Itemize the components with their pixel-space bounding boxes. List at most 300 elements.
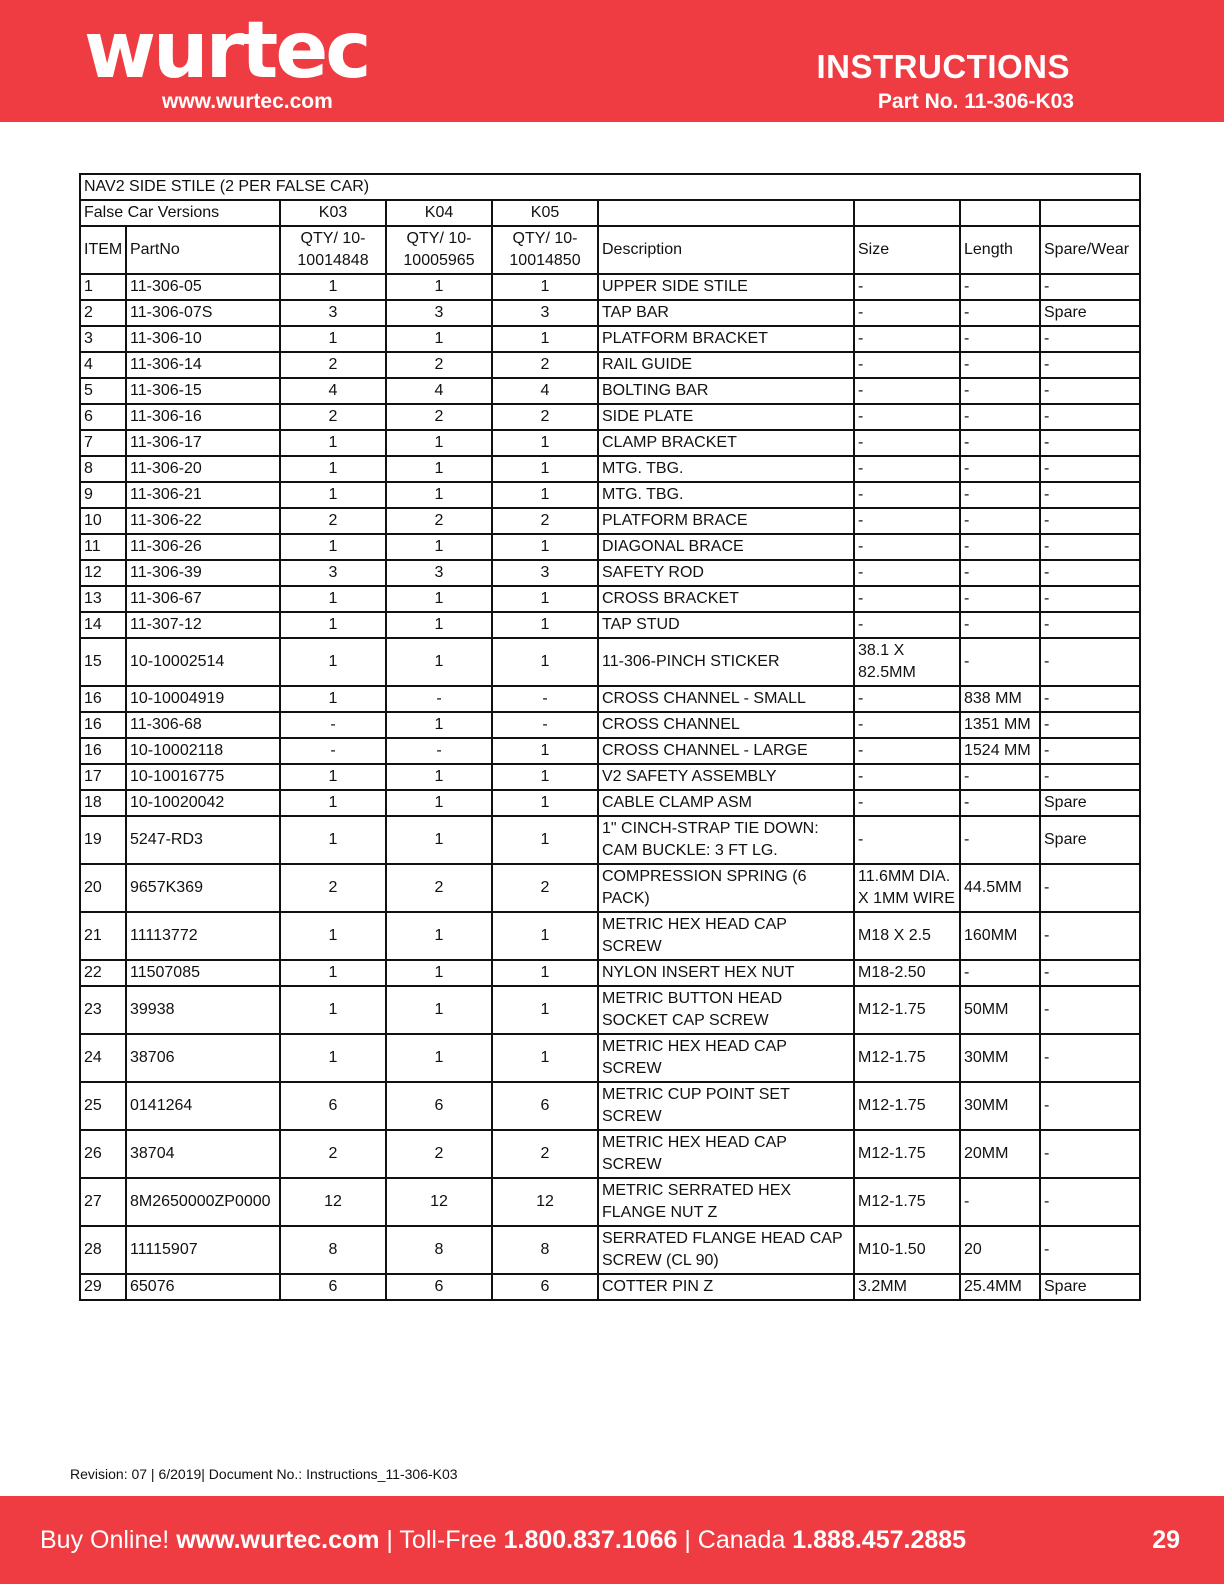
cell-qty-k03: 4 [280,378,386,404]
cell-qty-k04: 1 [386,638,492,686]
cell-spare: Spare [1040,790,1140,816]
table-row [80,686,1140,712]
cell-size: M12-1.75 [854,1034,960,1082]
cell-partno: 11-306-21 [126,482,280,508]
cell-size: M10-1.50 [854,1226,960,1274]
cell-qty-k04: 6 [386,1082,492,1130]
empty-cell [960,200,1040,226]
cell-qty-k05: 1 [492,482,598,508]
cell-qty-k05: 1 [492,586,598,612]
page-number: 29 [1152,1526,1180,1554]
cell-spare: - [1040,456,1140,482]
cell-length: 25.4MM [960,1274,1040,1300]
cell-spare: - [1040,712,1140,738]
tollfree-phone[interactable]: 1.800.837.1066 [503,1526,678,1554]
cell-spare: - [1040,560,1140,586]
cell-qty-k04: 1 [386,790,492,816]
cell-qty-k05: 12 [492,1178,598,1226]
cell-length: - [960,274,1040,300]
cell-qty-k03: 1 [280,764,386,790]
cell-partno: 11-306-07S [126,300,280,326]
cell-qty-k05: 1 [492,790,598,816]
cell-partno: 11115907 [126,1226,280,1274]
cell-qty-k03: 1 [280,612,386,638]
cell-item: 12 [80,560,126,586]
cell-description: CROSS CHANNEL - SMALL [598,686,854,712]
revision-note: Revision: 07 | 6/2019| Document No.: Instructions_11-306-K03 [70,1466,458,1482]
cell-partno: 11-306-10 [126,326,280,352]
cell-partno: 11-306-16 [126,404,280,430]
cell-qty-k05: 6 [492,1082,598,1130]
cell-length: - [960,508,1040,534]
table-row [80,352,1140,378]
cell-description: PLATFORM BRACKET [598,326,854,352]
cell-length: - [960,612,1040,638]
footer-website-link[interactable]: www.wurtec.com [176,1526,380,1554]
cell-qty-k03: 2 [280,1130,386,1178]
cell-spare: Spare [1040,1274,1140,1300]
table-title: NAV2 SIDE STILE (2 PER FALSE CAR) [80,174,1140,200]
cell-partno: 11113772 [126,912,280,960]
cell-qty-k03: 1 [280,586,386,612]
cell-spare: - [1040,1226,1140,1274]
cell-qty-k03: 2 [280,864,386,912]
cell-item: 1 [80,274,126,300]
cell-qty-k03: - [280,712,386,738]
cell-qty-k03: - [280,738,386,764]
cell-qty-k04: 1 [386,764,492,790]
cell-description: 11-306-PINCH STICKER [598,638,854,686]
cell-size: - [854,686,960,712]
cell-size: M12-1.75 [854,1082,960,1130]
cell-qty-k05: 1 [492,612,598,638]
cell-partno: 11-306-39 [126,560,280,586]
cell-spare: - [1040,378,1140,404]
cell-size: - [854,378,960,404]
cell-item: 8 [80,456,126,482]
cell-qty-k05: 1 [492,1034,598,1082]
cell-qty-k03: 8 [280,1226,386,1274]
cell-item: 9 [80,482,126,508]
cell-description: SIDE PLATE [598,404,854,430]
cell-qty-k03: 1 [280,816,386,864]
cell-spare: Spare [1040,300,1140,326]
cell-size: - [854,560,960,586]
cell-size: - [854,738,960,764]
cell-item: 18 [80,790,126,816]
cell-size: 3.2MM [854,1274,960,1300]
cell-qty-k04: 1 [386,1034,492,1082]
cell-item: 16 [80,686,126,712]
cell-size: - [854,456,960,482]
column-header-row [80,226,1140,274]
cell-size: - [854,352,960,378]
cell-qty-k05: 2 [492,404,598,430]
table-row [80,378,1140,404]
cell-size: 11.6MM DIA. X 1MM WIRE [854,864,960,912]
table-row [80,560,1140,586]
cell-length: - [960,638,1040,686]
cell-length: - [960,300,1040,326]
table-row [80,864,1140,912]
cell-length: - [960,352,1040,378]
cell-qty-k03: 6 [280,1082,386,1130]
cell-qty-k04: 1 [386,960,492,986]
cell-item: 19 [80,816,126,864]
table-row [80,1226,1140,1274]
cell-qty-k05: 6 [492,1274,598,1300]
cell-qty-k03: 3 [280,560,386,586]
cell-size: M12-1.75 [854,1130,960,1178]
cell-size: - [854,430,960,456]
cell-length: - [960,404,1040,430]
cell-spare: Spare [1040,816,1140,864]
cell-length: 20MM [960,1130,1040,1178]
cell-qty-k04: - [386,686,492,712]
cell-partno: 0141264 [126,1082,280,1130]
cell-size: - [854,326,960,352]
table-row [80,764,1140,790]
cell-qty-k04: 4 [386,378,492,404]
cell-partno: 11-306-17 [126,430,280,456]
cell-item: 13 [80,586,126,612]
col-description: Description [598,226,854,274]
cell-partno: 11-307-12 [126,612,280,638]
cell-size: - [854,508,960,534]
cell-size: - [854,482,960,508]
cell-qty-k04: 1 [386,712,492,738]
cell-qty-k05: 1 [492,738,598,764]
cell-size: - [854,816,960,864]
cell-qty-k03: 1 [280,326,386,352]
cell-item: 11 [80,534,126,560]
version-k03: K03 [280,200,386,226]
cell-qty-k05: 2 [492,352,598,378]
cell-qty-k05: 1 [492,816,598,864]
footer-contact [40,1526,966,1555]
cell-size: M18-2.50 [854,960,960,986]
cell-qty-k04: 2 [386,352,492,378]
cell-description: CROSS BRACKET [598,586,854,612]
cell-qty-k04: 12 [386,1178,492,1226]
cell-qty-k03: 2 [280,404,386,430]
table-row [80,326,1140,352]
cell-item: 25 [80,1082,126,1130]
cell-partno: 11-306-14 [126,352,280,378]
cell-partno: 38706 [126,1034,280,1082]
cell-qty-k04: 1 [386,456,492,482]
col-length: Length [960,226,1040,274]
cell-qty-k03: 1 [280,456,386,482]
col-qty-k04: QTY/ 10-10005965 [386,226,492,274]
cell-description: NYLON INSERT HEX NUT [598,960,854,986]
cell-length: - [960,534,1040,560]
cell-qty-k05: 2 [492,864,598,912]
cell-partno: 11-306-22 [126,508,280,534]
cell-qty-k05: 1 [492,638,598,686]
cell-description: METRIC HEX HEAD CAP SCREW [598,1130,854,1178]
cell-item: 27 [80,1178,126,1226]
cell-description: TAP BAR [598,300,854,326]
buy-online-label: Buy Online! [40,1526,177,1554]
canada-label: | Canada [677,1526,793,1554]
cell-partno: 11-306-15 [126,378,280,404]
cell-length: - [960,586,1040,612]
cell-qty-k05: 1 [492,456,598,482]
cell-spare: - [1040,534,1140,560]
cell-description: BOLTING BAR [598,378,854,404]
cell-spare: - [1040,764,1140,790]
table-row [80,816,1140,864]
cell-length: 1524 MM [960,738,1040,764]
cell-partno: 9657K369 [126,864,280,912]
cell-qty-k05: 3 [492,300,598,326]
cell-length: 20 [960,1226,1040,1274]
cell-qty-k04: 1 [386,986,492,1034]
cell-size: - [854,612,960,638]
cell-description: SERRATED FLANGE HEAD CAP SCREW (CL 90) [598,1226,854,1274]
page-footer [0,1496,1224,1584]
cell-length: - [960,326,1040,352]
cell-qty-k04: 1 [386,586,492,612]
cell-size: M18 X 2.5 [854,912,960,960]
cell-partno: 11507085 [126,960,280,986]
cell-qty-k05: 1 [492,764,598,790]
cell-spare: - [1040,1082,1140,1130]
cell-qty-k04: 2 [386,1130,492,1178]
version-k04: K04 [386,200,492,226]
cell-size: - [854,712,960,738]
cell-spare: - [1040,686,1140,712]
cell-qty-k05: 1 [492,960,598,986]
cell-length: - [960,1178,1040,1226]
cell-qty-k04: 1 [386,482,492,508]
cell-item: 16 [80,712,126,738]
cell-size: - [854,404,960,430]
col-spare: Spare/Wear [1040,226,1140,274]
cell-qty-k05: 3 [492,560,598,586]
cell-description: CABLE CLAMP ASM [598,790,854,816]
table-row [80,638,1140,686]
cell-qty-k05: 4 [492,378,598,404]
cell-qty-k05: 1 [492,534,598,560]
cell-partno: 11-306-20 [126,456,280,482]
cell-qty-k04: 8 [386,1226,492,1274]
cell-item: 14 [80,612,126,638]
cell-spare: - [1040,1178,1140,1226]
cell-spare: - [1040,864,1140,912]
cell-length: - [960,482,1040,508]
cell-item: 10 [80,508,126,534]
cell-item: 24 [80,1034,126,1082]
cell-qty-k03: 3 [280,300,386,326]
cell-spare: - [1040,430,1140,456]
part-number: Part No. 11-306-K03 [877,90,1074,113]
cell-partno: 11-306-26 [126,534,280,560]
cell-partno: 10-10002514 [126,638,280,686]
empty-cell [854,200,960,226]
cell-qty-k04: 2 [386,864,492,912]
cell-length: - [960,790,1040,816]
table-row [80,274,1140,300]
cell-qty-k05: 1 [492,430,598,456]
versions-label: False Car Versions [80,200,280,226]
cell-qty-k05: - [492,712,598,738]
table-row [80,456,1140,482]
cell-qty-k04: 1 [386,430,492,456]
cell-item: 15 [80,638,126,686]
cell-length: - [960,456,1040,482]
cell-item: 22 [80,960,126,986]
cell-length: - [960,960,1040,986]
cell-qty-k03: 1 [280,986,386,1034]
cell-size: M12-1.75 [854,1178,960,1226]
version-k05: K05 [492,200,598,226]
cell-spare: - [1040,738,1140,764]
cell-partno: 11-306-05 [126,274,280,300]
cell-description: COTTER PIN Z [598,1274,854,1300]
table-row [80,1034,1140,1082]
cell-qty-k04: 3 [386,560,492,586]
cell-length: - [960,378,1040,404]
cell-description: PLATFORM BRACE [598,508,854,534]
cell-qty-k03: 1 [280,686,386,712]
cell-description: CROSS CHANNEL - LARGE [598,738,854,764]
cell-spare: - [1040,508,1140,534]
table-row [80,404,1140,430]
cell-qty-k03: 1 [280,1034,386,1082]
cell-description: CROSS CHANNEL [598,712,854,738]
table-row [80,1130,1140,1178]
cell-item: 4 [80,352,126,378]
tollfree-label: | Toll-Free [379,1526,504,1554]
col-size: Size [854,226,960,274]
cell-spare: - [1040,482,1140,508]
cell-length: - [960,560,1040,586]
canada-phone[interactable]: 1.888.457.2885 [792,1526,967,1554]
cell-description: 1" CINCH-STRAP TIE DOWN: CAM BUCKLE: 3 FT LG. [598,816,854,864]
cell-description: MTG. TBG. [598,482,854,508]
cell-qty-k03: 2 [280,352,386,378]
cell-description: METRIC CUP POINT SET SCREW [598,1082,854,1130]
cell-length: 44.5MM [960,864,1040,912]
cell-item: 5 [80,378,126,404]
cell-qty-k04: 1 [386,534,492,560]
parts-table [79,173,1141,1301]
table-row [80,482,1140,508]
cell-spare: - [1040,960,1140,986]
cell-item: 16 [80,738,126,764]
cell-qty-k05: 8 [492,1226,598,1274]
cell-qty-k05: 2 [492,508,598,534]
table-row [80,1082,1140,1130]
cell-qty-k04: 6 [386,1274,492,1300]
cell-description: RAIL GUIDE [598,352,854,378]
cell-item: 29 [80,1274,126,1300]
cell-qty-k05: 1 [492,326,598,352]
cell-partno: 11-306-67 [126,586,280,612]
cell-item: 20 [80,864,126,912]
cell-spare: - [1040,352,1140,378]
versions-row [80,200,1140,226]
cell-description: MTG. TBG. [598,456,854,482]
cell-description: TAP STUD [598,612,854,638]
cell-qty-k04: - [386,738,492,764]
cell-length: 838 MM [960,686,1040,712]
cell-length: - [960,816,1040,864]
document-title: INSTRUCTIONS [816,48,1070,85]
cell-item: 3 [80,326,126,352]
cell-partno: 10-10020042 [126,790,280,816]
cell-partno: 10-10002118 [126,738,280,764]
cell-qty-k05: 1 [492,986,598,1034]
cell-length: 1351 MM [960,712,1040,738]
cell-partno: 65076 [126,1274,280,1300]
cell-qty-k03: 1 [280,430,386,456]
cell-length: - [960,430,1040,456]
cell-partno: 8M2650000ZP0000 [126,1178,280,1226]
table-row [80,300,1140,326]
wurtec-logo[interactable]: wurtec [84,6,369,96]
cell-qty-k03: 1 [280,790,386,816]
cell-size: - [854,790,960,816]
cell-item: 28 [80,1226,126,1274]
cell-spare: - [1040,404,1140,430]
cell-spare: - [1040,586,1140,612]
cell-qty-k04: 3 [386,300,492,326]
cell-spare: - [1040,1034,1140,1082]
table-row [80,612,1140,638]
page-header [0,0,1224,122]
cell-size: - [854,300,960,326]
cell-item: 23 [80,986,126,1034]
cell-description: CLAMP BRACKET [598,430,854,456]
empty-cell [1040,200,1140,226]
cell-qty-k04: 2 [386,404,492,430]
website-link[interactable]: www.wurtec.com [162,90,333,113]
cell-size: - [854,586,960,612]
cell-description: UPPER SIDE STILE [598,274,854,300]
cell-spare: - [1040,274,1140,300]
cell-qty-k03: 2 [280,508,386,534]
table-row [80,912,1140,960]
cell-qty-k04: 1 [386,274,492,300]
cell-qty-k03: 12 [280,1178,386,1226]
cell-description: SAFETY ROD [598,560,854,586]
cell-description: V2 SAFETY ASSEMBLY [598,764,854,790]
cell-item: 2 [80,300,126,326]
cell-qty-k03: 1 [280,912,386,960]
cell-length: 50MM [960,986,1040,1034]
table-row [80,508,1140,534]
cell-spare: - [1040,986,1140,1034]
cell-description: METRIC HEX HEAD CAP SCREW [598,1034,854,1082]
cell-item: 26 [80,1130,126,1178]
empty-cell [598,200,854,226]
cell-spare: - [1040,912,1140,960]
cell-qty-k03: 6 [280,1274,386,1300]
cell-spare: - [1040,1130,1140,1178]
cell-partno: 39938 [126,986,280,1034]
cell-partno: 38704 [126,1130,280,1178]
cell-length: 30MM [960,1082,1040,1130]
cell-size: M12-1.75 [854,986,960,1034]
table-row [80,1178,1140,1226]
table-row [80,1274,1140,1300]
col-item: ITEM [80,226,126,274]
col-qty-k05: QTY/ 10-10014850 [492,226,598,274]
cell-spare: - [1040,612,1140,638]
